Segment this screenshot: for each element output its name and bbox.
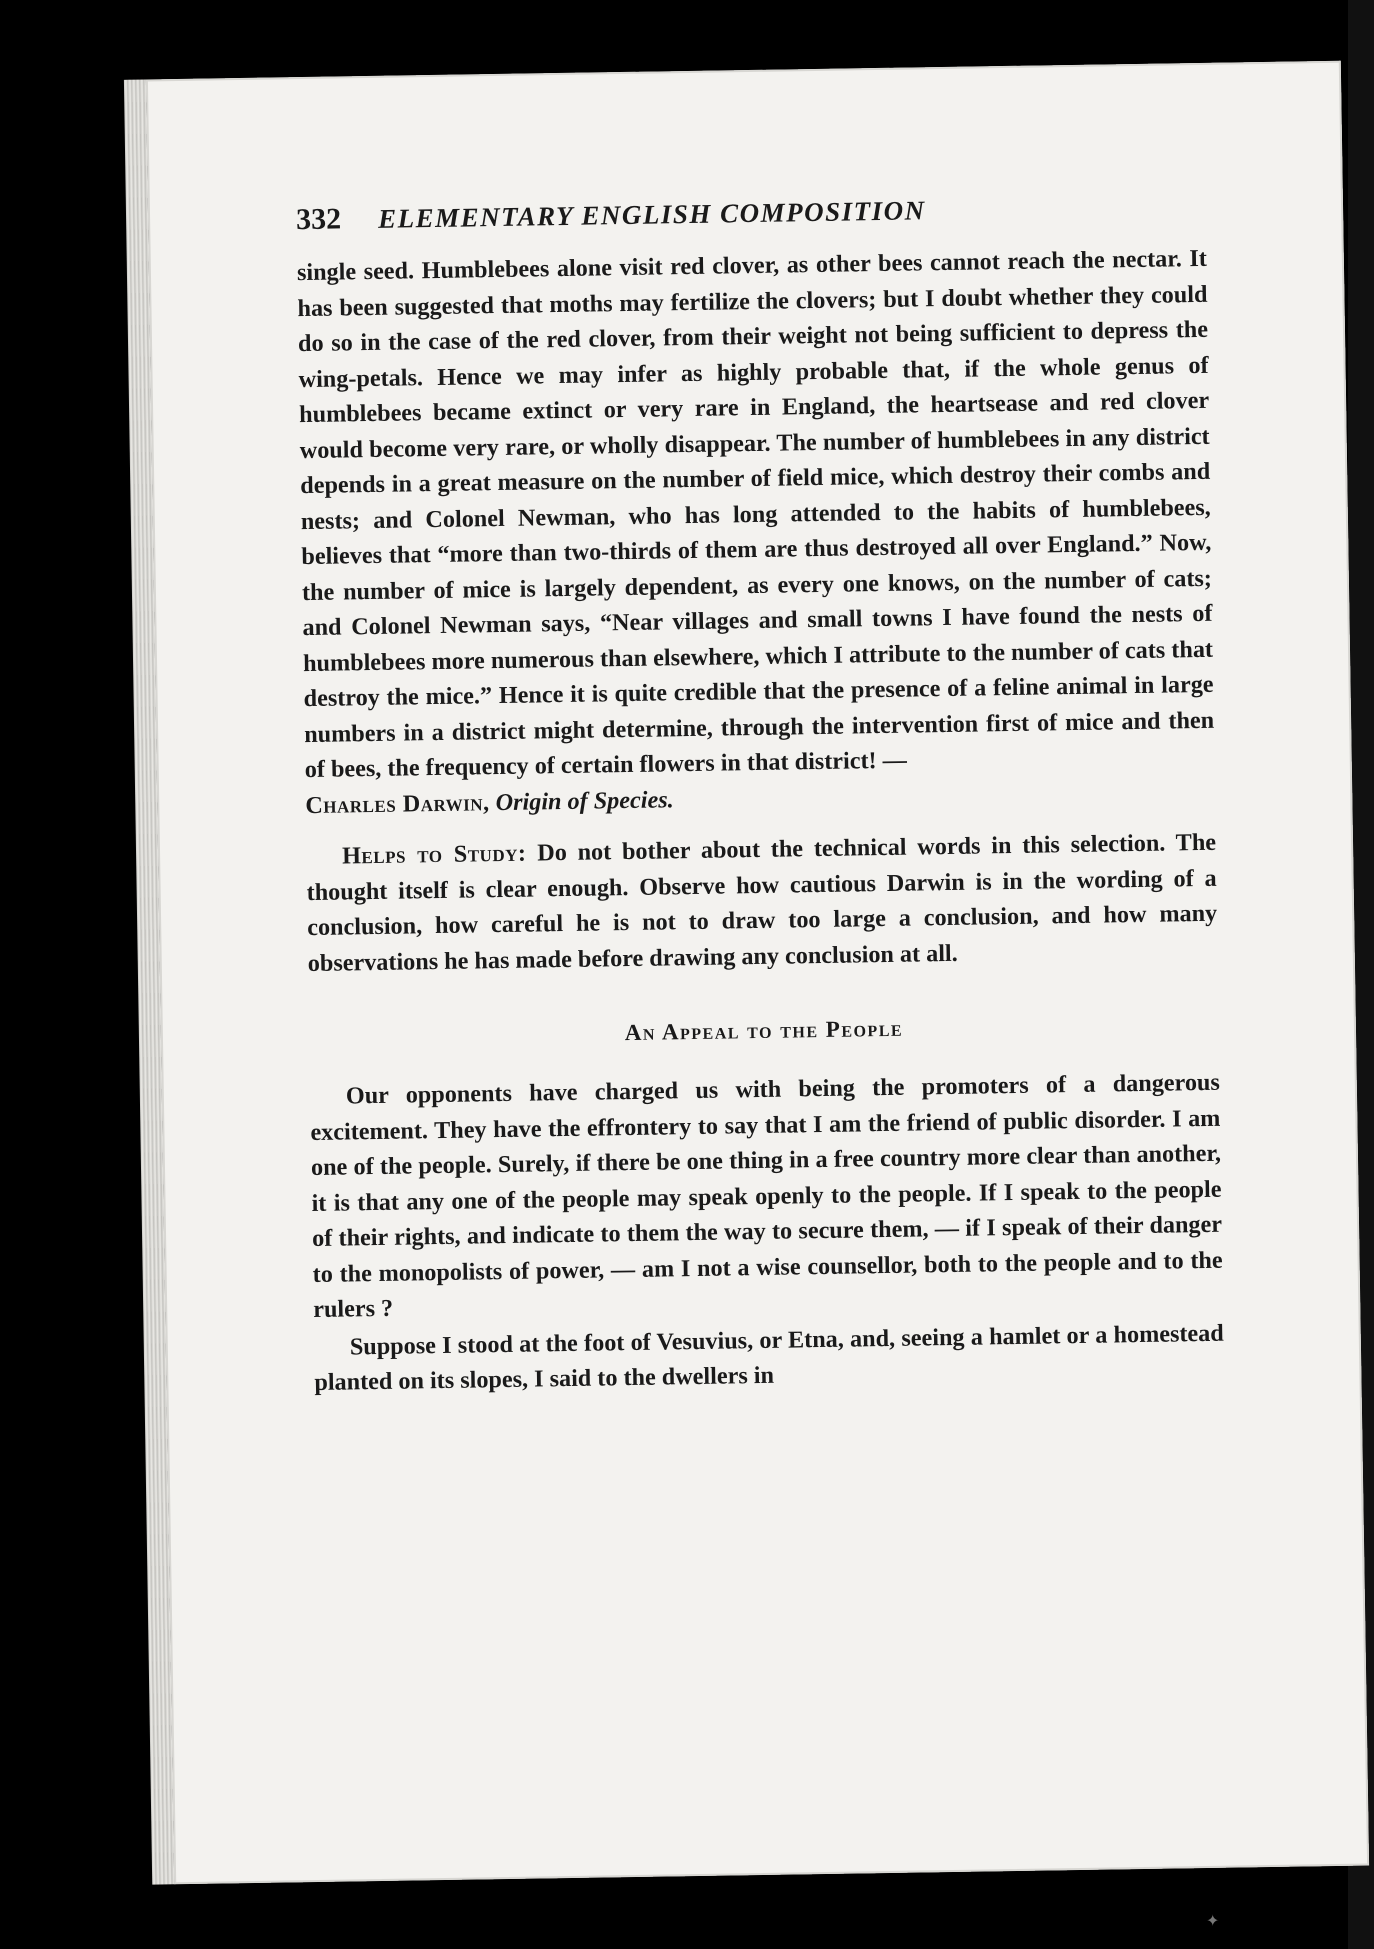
running-head: [296, 189, 1206, 237]
helps-to-study-text: Do not bother about the technical words in this selection. The thought itself is clear enough. Observe how cautious Darwin is in the wording of a conclusion, how careful he is not to draw too large a conclusion, and how many observations he has made before drawing any conclusion at all.: [306, 828, 1218, 977]
helps-to-study-label: Helps to Study:: [341, 839, 527, 870]
page-edge: [124, 79, 174, 1884]
helps-to-study-paragraph: [306, 825, 1218, 981]
author-name: Charles Darwin,: [305, 788, 490, 819]
appeal-paragraph-2: Suppose I stood at the foot of Vesuvius, or Etna, and, seeing a hamlet or a homestead planted on its slopes, I said to the dwellers in: [314, 1319, 1224, 1397]
book-page: [146, 61, 1369, 1885]
work-title: Origin of Species.: [495, 785, 674, 816]
page-header-title: ELEMENTARY ENGLISH COMPOSITION: [377, 195, 926, 234]
page-number: 332: [295, 202, 342, 237]
scan-artifact-icon: ✦: [1206, 1913, 1220, 1930]
page-content: [296, 189, 1225, 1401]
darwin-excerpt-paragraph: [297, 241, 1216, 823]
appeal-paragraph-1: Our opponents have charged us with being the promoters of a dangerous excitement. They have the effrontery to say that I am the friend of public disorder. I am one of the people. Surely, if there be one thing in a free country more clear than another, it is that any one of the people may speak openly to the people. If I speak to the people of their rights, and indicate to them the way to secure them, — if I speak of their danger to the monopolists of power, — am I not a wise counsellor, both to the people and to the rulers ?: [310, 1068, 1223, 1324]
darwin-excerpt-text: single seed. Humblebees alone visit red clover, as other bees cannot reach the nectar. It has been suggested that moths may fertilize the clovers; but I doubt whether they could do so in the case of the red clover, from their weight not being sufficient to depress the wing-petals. Hence we may infer as highly probable that, if the whole genus of humblebees became extinct or very rare in England, the heartsease and red clover would become very rare, or wholly disappear. The number of humblebees in any district depends in a great measure on the number of field mice, which destroy their combs and nests; and Colonel Newman, who has long attended to the habits of humblebees, believes that “more than two-thirds of them are thus destroyed all over England.” Now, the number of mice is largely dependent, as every one knows, on the number of cats; and Colonel Newman says, “Near villages and small towns I have found the nests of humblebees more numerous than elsewhere, which I attribute to the number of cats that destroy the mice.” Hence it is quite credible that the presence of a feline animal in large numbers in a district might determine, through the intervention first of mice and then of bees, the frequency of certain flowers in that district! —: [296, 244, 1215, 784]
section-title: An Appeal to the People: [624, 1015, 904, 1046]
